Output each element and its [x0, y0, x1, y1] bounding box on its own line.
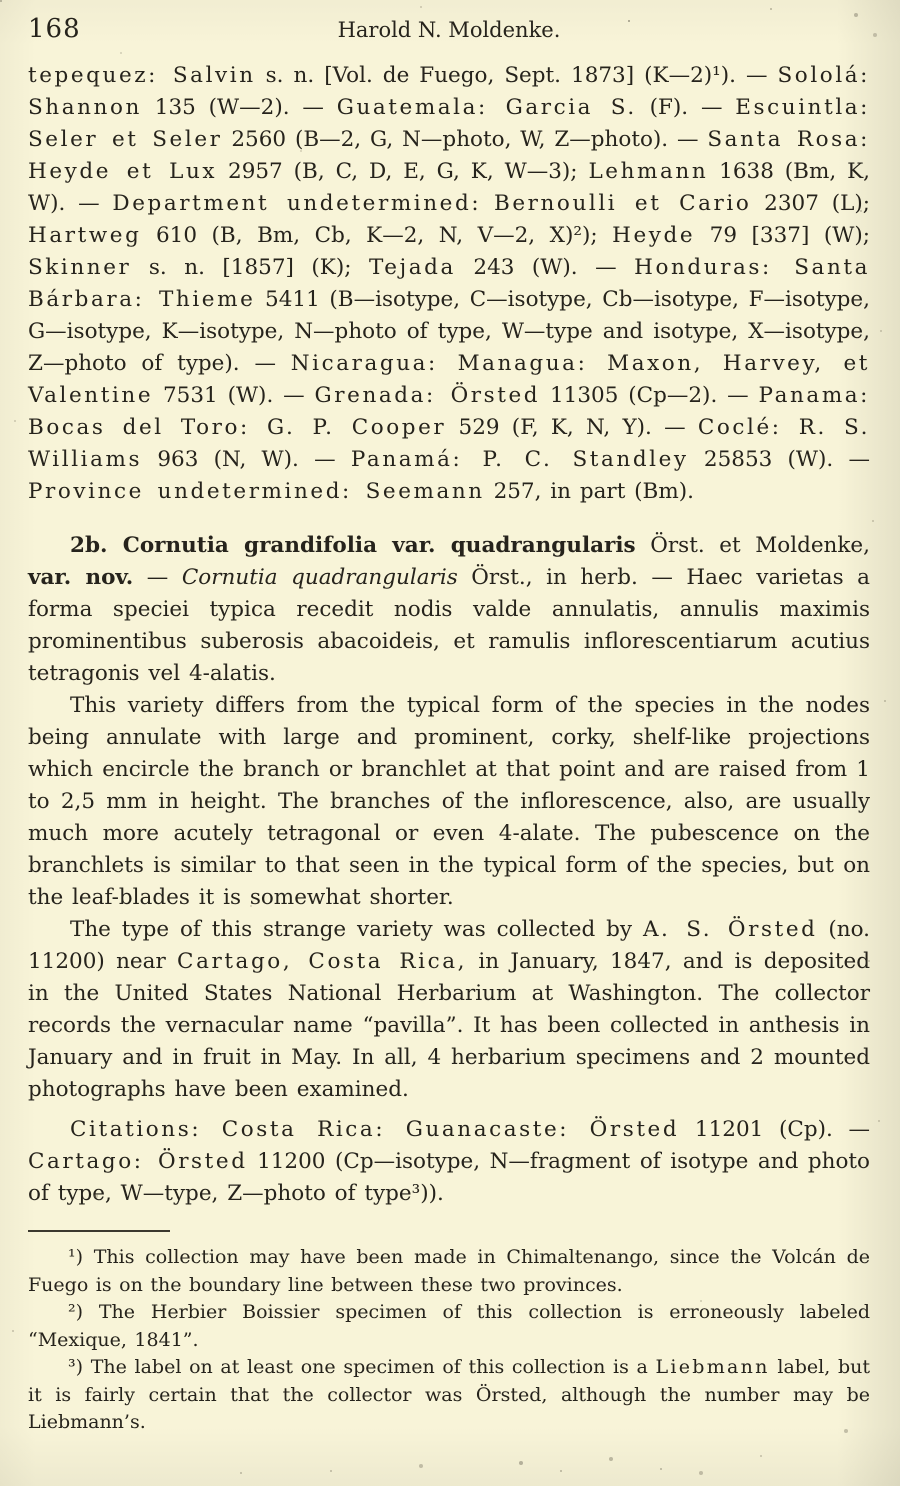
footnote-2: ²) The Herbier Boissier specimen of this collection is erroneously labeled “Mexique, 1841”.: [28, 1301, 870, 1351]
variety-heading-paragraph: 2b. Cornutia grandifolia var. quadrangularis Örst. et Moldenke, var. nov. — Cornutia quadrangularis Örst., in herb. — Haec varietas a forma speciei typica recedit nodis valde annulatis, annulis maximis prominentibus suberosis abacoideis, et ramulis inflorescentiarum acutius tetragonis vel 4-alatis.: [28, 533, 870, 686]
running-head: Harold N. Moldenke.: [337, 18, 561, 42]
variety-description-paragraph: This variety differs from the typical form of the species in the nodes being annulate with large and prominent, corky, shelf-like projections which encircle the branch or branchlet at that point and are raised from 1 to 2,5 mm in height. The branches of the inflorescence, also, are usually much more acutely tetragonal or even 4-alate. The pubescence on the branchlets is similar to that seen in the typical form of the species, but on the leaf-blades it is somewhat shorter.: [28, 693, 870, 910]
page-header: [28, 14, 870, 60]
type-collection-paragraph: The type of this strange variety was collected by A. S. Örsted (no. 11200) near Cartago, Costa Rica, in January, 1847, and is deposited in the United States National Herbarium at Washington. The collector records the vernacular name “pavilla”. It has been collected in anthesis in January and in fruit in May. In all, 4 herbarium specimens and 2 mounted photographs have been examined.: [28, 917, 870, 1102]
citations-paragraph: Citations: Costa Rica: Guanacaste: Örsted 11201 (Cp). — Cartago: Örsted 11200 (Cp—isotype, N—fragment of isotype and photo of type, W—type, Z—photo of type³)).: [28, 1117, 870, 1206]
page-number: 168: [28, 14, 81, 44]
footnote-1: ¹) This collection may have been made in Chimaltenango, since the Volcán de Fuego is on the boundary line between these two provinces.: [28, 1246, 870, 1296]
specimen-citations-paragraph: tepequez: Salvin s. n. [Vol. de Fuego, Sept. 1873] (K—2)¹). — Sololá: Shannon 135 (W—2). — Guatemala: Garcia S. (F). — Escuintla: Seler et Seler 2560 (B—2, G, N—photo, W, Z—photo). — Santa Rosa: Heyde et Lux 2957 (B, C, D, E, G, K, W—3); Lehmann 1638 (Bm, K, W). — Department undetermined: Bernoulli et Cario 2307 (L); Hartweg 610 (B, Bm, Cb, K—2, N, V—2, X)²); Heyde 79 [337] (W); Skinner s. n. [1857] (K); Tejada 243 (W). — Honduras: Santa Bárbara: Thieme 5411 (B—isotype, C—isotype, Cb—isotype, F—isotype, G—isotype, K—isotype, N—photo of type, W—type and isotype, X—isotype, Z—photo of type). — Nicaragua: Managua: Maxon, Harvey, et Valentine 7531 (W). — Grenada: Örsted 11305 (Cp—2). — Panama: Bocas del Toro: G. P. Cooper 529 (F, K, N, Y). — Coclé: R. S. Williams 963 (N, W). — Panamá: P. C. Standley 25853 (W). — Province undetermined: Seemann 257, in part (Bm).: [28, 63, 871, 504]
footnotes-section: [28, 1244, 870, 1437]
footnote-3: ³) The label on at least one specimen of this collection is a Liebmann label, but it is fairly certain that the collector was Örsted, although the number may be Liebmann’s.: [28, 1356, 870, 1433]
footnote-separator-rule: [28, 1230, 170, 1232]
page-body: [28, 60, 870, 1210]
